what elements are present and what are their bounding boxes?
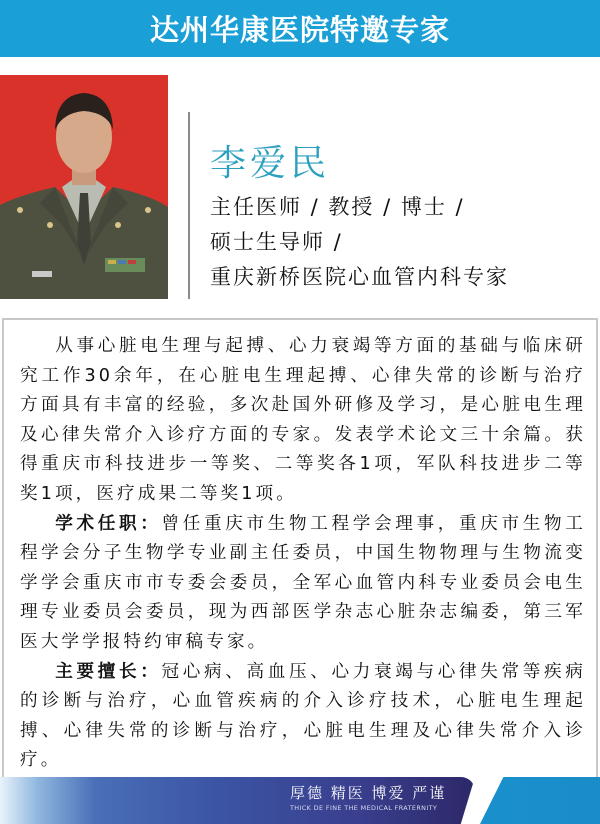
motto [290,783,450,813]
paragraph-label: 主要擅长： [55,661,162,682]
bio-paragraph-specialties [20,658,586,776]
paragraph-text: 从事心脏电生理与起搏、心力衰竭等方面的基础与临床研究工作30余年，在心脏电生理起搏、心律失常的诊断与治疗方面具有丰富的经验，多次赴国外研修及学习，是心脏电生理及心律失常介入诊疗方面的专家。发表学术论文三十余篇。获得重庆市科技进步一等奖、二等奖各1项，军队科技进步二等奖1项，医疗成果二等奖1项。 [20,336,586,504]
portrait-photo [0,75,168,299]
title-line-3: 重庆新桥医院心血管内科专家 [210,265,509,289]
expert-name: 李爱民 [210,143,331,184]
motto-english: THICK DE FINE THE MEDICAL FRATERNITY [290,804,438,812]
header-banner [0,0,600,57]
page-title: 达州华康医院特邀专家 [149,13,450,47]
bio-text [20,332,586,776]
bio-box [2,318,598,788]
portrait-image [0,75,168,299]
paragraph-text: 曾任重庆市生物工程学会理事，重庆市生物工程学会分子生物学专业副主任委员，中国生物物理与生物流变学学会重庆市市专委会委员，全军心血管内科专业委员会电生理专业委员会委员，现为西部医学杂志心脏杂志编委，第三军医大学学报特约审稿专家。 [20,513,586,652]
title-line-2: 硕士生导师 / [210,230,343,254]
bio-paragraph-research [20,332,586,510]
paragraph-label: 学术任职： [55,513,162,534]
vertical-divider [188,112,190,299]
footer-accent-shape [480,777,600,824]
paragraph-text: 冠心病、高血压、心力衰竭与心律失常等疾病的诊断与治疗，心血管疾病的介入诊疗技术，心脏电生理起搏、心律失常的诊断与治疗，心脏电生理及心律失常介入诊疗。 [20,661,586,771]
bio-paragraph-positions [20,510,586,658]
footer-banner [0,777,600,824]
profile-info [210,140,509,295]
title-line-1: 主任医师 / 教授 / 博士 / [210,195,465,219]
motto-chinese: 厚德 精医 博爱 严谨 [290,784,447,802]
